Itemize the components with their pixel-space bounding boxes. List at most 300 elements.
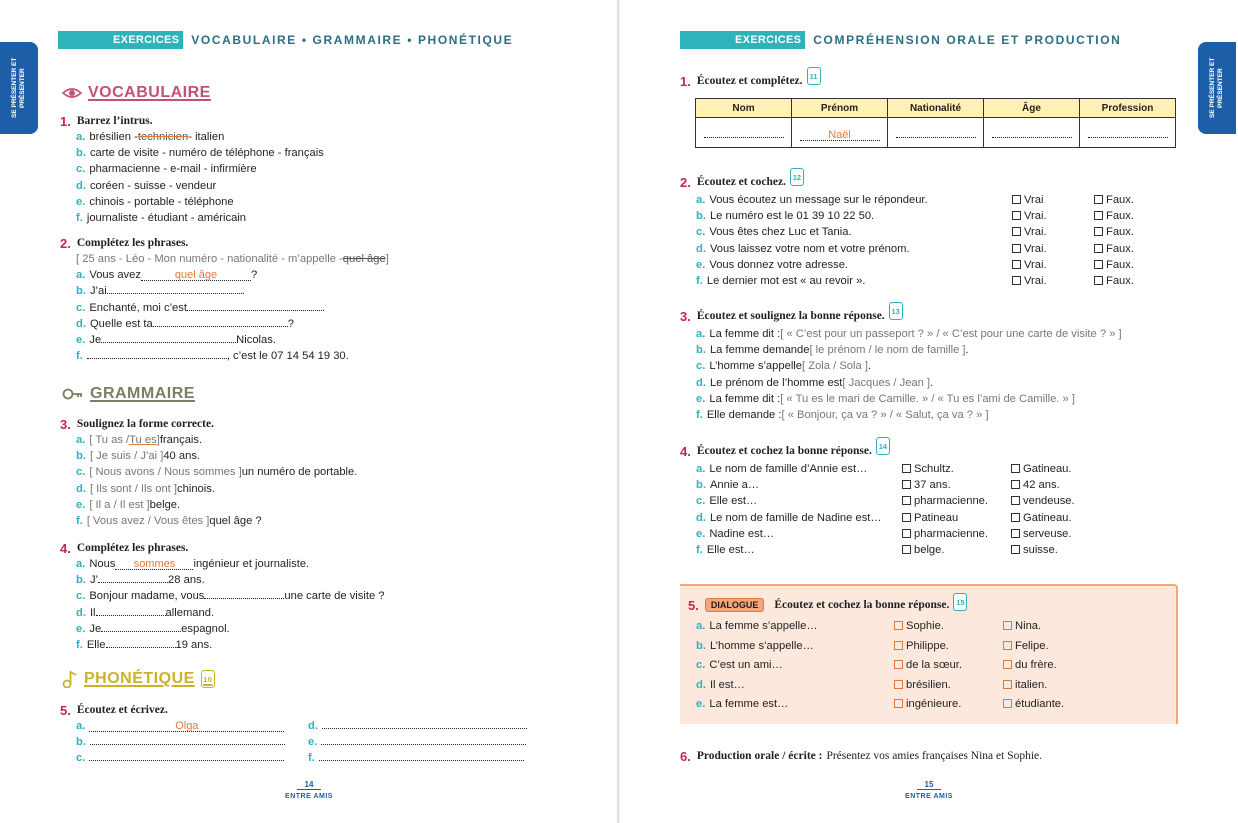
exercise-5 xyxy=(60,702,530,767)
item-letter: a. xyxy=(696,620,706,632)
list-item xyxy=(696,208,1180,224)
option-1[interactable] xyxy=(894,676,1003,695)
option-label: Faux. xyxy=(1106,274,1134,287)
list-item xyxy=(696,342,1180,358)
item-letter: d. xyxy=(696,376,706,389)
option-1[interactable] xyxy=(902,461,1011,477)
option-text: [ Ils sont / Ils ont ] xyxy=(89,482,178,495)
option-label: italien. xyxy=(1015,678,1048,691)
option-true[interactable] xyxy=(1012,257,1094,273)
checkbox[interactable] xyxy=(1003,660,1012,669)
list-item xyxy=(696,695,1168,715)
checkbox[interactable] xyxy=(894,621,903,630)
option-2[interactable] xyxy=(1011,526,1072,542)
answer-blank[interactable] xyxy=(101,621,181,632)
checkbox[interactable] xyxy=(1012,195,1021,204)
checkbox[interactable] xyxy=(1011,464,1020,473)
table-cell[interactable] xyxy=(792,118,888,148)
answer-blank[interactable] xyxy=(101,332,236,343)
option-1[interactable] xyxy=(894,695,1003,714)
item-text: . xyxy=(241,285,245,298)
table-header: Nom xyxy=(696,99,792,118)
audio-track-icon[interactable]: 15 xyxy=(953,593,967,611)
checkbox[interactable] xyxy=(1003,699,1012,708)
item-text: . xyxy=(867,360,872,373)
list-item xyxy=(76,718,308,734)
list-item xyxy=(696,273,1180,289)
checkbox[interactable] xyxy=(1012,211,1021,220)
item-letter: b. xyxy=(76,574,86,587)
list-item xyxy=(76,621,385,637)
item-letter: f. xyxy=(696,408,703,421)
list-item xyxy=(76,161,324,177)
checkbox[interactable] xyxy=(1003,621,1012,630)
item-statement xyxy=(696,273,1012,289)
item-text: Je xyxy=(89,333,102,346)
option-label: Philippe. xyxy=(906,639,949,652)
answer-blank[interactable] xyxy=(321,734,526,745)
list-item xyxy=(76,556,385,572)
checkbox[interactable] xyxy=(1003,641,1012,650)
answer-blank[interactable] xyxy=(322,718,527,729)
item-statement xyxy=(696,477,902,493)
option-1[interactable] xyxy=(894,637,1003,656)
item-letter: e. xyxy=(308,736,318,749)
item-text: carte de visite - numéro de téléphone - français xyxy=(89,147,324,160)
item-text: Elle est… xyxy=(706,543,755,556)
list-item xyxy=(76,267,389,283)
option-text: [ le prénom / le nom de famille ] xyxy=(809,344,966,357)
item-text: Nous xyxy=(89,558,116,570)
answer-blank[interactable] xyxy=(704,127,784,138)
item-text: La femme demande xyxy=(709,344,810,357)
item-letter: a. xyxy=(76,434,86,446)
checkbox[interactable] xyxy=(1094,227,1103,236)
item-letter: f. xyxy=(308,752,315,765)
item-statement xyxy=(696,637,894,656)
checkbox[interactable] xyxy=(1011,545,1020,554)
checkbox[interactable] xyxy=(1011,513,1020,522)
answer-blank[interactable] xyxy=(800,130,880,141)
item-text: chinois. xyxy=(177,482,215,495)
item-letter: c. xyxy=(76,590,86,603)
audio-track-icon[interactable]: 12 xyxy=(790,168,804,186)
answer-blank[interactable] xyxy=(187,300,322,311)
item-text: un numéro de portable. xyxy=(241,466,358,479)
page-header xyxy=(680,31,1121,49)
answer-blank[interactable] xyxy=(896,127,976,138)
list-item xyxy=(696,375,1180,391)
word-bank-end: ] xyxy=(385,253,389,265)
item-letter: b. xyxy=(76,147,86,160)
item-statement xyxy=(696,656,894,675)
list-item xyxy=(696,358,1180,374)
word-bank-struck: quel âge xyxy=(342,253,386,265)
list-item xyxy=(76,481,357,497)
item-statement xyxy=(696,695,894,714)
option-label: 37 ans. xyxy=(914,479,951,492)
option-text: [ « Bonjour, ça va ? » / « Salut, ça va ? » ] xyxy=(781,408,989,421)
option-label: 42 ans. xyxy=(1023,479,1060,492)
option-false[interactable] xyxy=(1094,273,1134,289)
item-text: Enchanté, moi c’est xyxy=(89,301,187,314)
checkbox[interactable] xyxy=(894,680,903,689)
checkbox[interactable] xyxy=(894,660,903,669)
exercise-4 xyxy=(60,540,385,653)
checkbox[interactable] xyxy=(902,529,911,538)
item-text: La femme dit : xyxy=(709,392,781,405)
checkbox[interactable] xyxy=(1012,227,1021,236)
exercise-number: 3. xyxy=(680,308,691,324)
option-label: serveuse. xyxy=(1023,527,1072,540)
item-letter: a. xyxy=(76,269,86,282)
answer-blank[interactable] xyxy=(87,348,227,359)
section-title: VOCABULAIRE xyxy=(88,84,211,101)
answer-blank[interactable] xyxy=(106,637,176,648)
item-letter: f. xyxy=(76,350,83,363)
item-text: Le nom de famille de Nadine est… xyxy=(709,511,882,524)
option-2[interactable] xyxy=(1011,461,1072,477)
item-statement xyxy=(696,676,894,695)
answer-blank[interactable] xyxy=(89,750,284,761)
answer-blank[interactable] xyxy=(96,605,166,616)
item-letter: e. xyxy=(696,698,706,710)
item-letter: e. xyxy=(76,498,86,511)
option-label: de la sœur. xyxy=(906,659,962,671)
item-letter: e. xyxy=(696,258,706,271)
item-text: espagnol. xyxy=(181,622,230,635)
item-letter: f. xyxy=(696,274,703,287)
item-text: Vous écoutez un message sur le répondeur. xyxy=(709,194,928,206)
item-text: Elle xyxy=(86,638,106,651)
header-badge: EXERCICES xyxy=(680,31,805,49)
section-grammaire xyxy=(62,385,195,403)
exercise-6 xyxy=(680,748,1200,764)
answer-blank[interactable] xyxy=(1088,127,1168,138)
checkbox[interactable] xyxy=(902,545,911,554)
item-text: Vous êtes chez Luc et Tania. xyxy=(709,226,852,239)
table-cell[interactable] xyxy=(1080,118,1176,148)
answer-blank[interactable] xyxy=(115,559,193,570)
table-header: Âge xyxy=(984,99,1080,118)
option-true[interactable] xyxy=(1012,273,1094,289)
option-2[interactable] xyxy=(1003,656,1057,675)
option-label: Gatineau. xyxy=(1023,463,1072,475)
option-label: vendeuse. xyxy=(1023,495,1075,508)
list-item xyxy=(76,588,385,604)
exercise-number: 5. xyxy=(688,597,699,613)
list-item xyxy=(696,542,1180,558)
option-1[interactable] xyxy=(902,526,1011,542)
exercise-2 xyxy=(680,172,1180,289)
item-text: Vous donnez votre adresse. xyxy=(709,258,849,271)
chapter-tab[interactable]: SE PRÉSENTER ET PRÉSENTER xyxy=(0,42,38,134)
item-statement xyxy=(696,542,902,558)
list-item xyxy=(696,676,1168,696)
list-item xyxy=(76,750,308,766)
item-text: Le dernier mot est « au revoir ». xyxy=(706,274,866,287)
option-label: Vrai. xyxy=(1024,226,1047,239)
table-cell[interactable] xyxy=(984,118,1080,148)
item-letter: d. xyxy=(308,720,318,732)
answer-blank[interactable] xyxy=(98,572,168,583)
item-text: J’ai xyxy=(89,285,107,298)
option-label: Faux. xyxy=(1106,210,1134,223)
checkbox[interactable] xyxy=(1003,680,1012,689)
item-letter: e. xyxy=(76,333,86,346)
item-letter: d. xyxy=(76,179,86,192)
item-statement xyxy=(696,224,1012,240)
item-text: pharmacienne - e-mail - infirmière xyxy=(89,163,257,176)
key-icon xyxy=(62,386,84,402)
list-item xyxy=(696,510,1180,526)
list-item xyxy=(696,257,1180,273)
item-letter: b. xyxy=(696,344,706,357)
item-letter: b. xyxy=(76,285,86,298)
checkbox[interactable] xyxy=(1012,276,1021,285)
option-true[interactable] xyxy=(1012,224,1094,240)
answer-text: sommes xyxy=(133,558,176,570)
answer-blank[interactable] xyxy=(90,734,285,745)
item-letter: c. xyxy=(696,495,706,508)
option-1[interactable] xyxy=(902,477,1011,493)
answer-text: Naël xyxy=(828,129,851,141)
item-letter: d. xyxy=(696,511,706,524)
option-2[interactable] xyxy=(1003,676,1047,695)
exercise-title: Écoutez et cochez. xyxy=(696,176,786,188)
checkbox[interactable] xyxy=(894,699,903,708)
exercise-number: 4. xyxy=(60,540,71,556)
page-footer xyxy=(0,778,618,800)
exercise-number: 1. xyxy=(60,113,71,129)
item-text: . xyxy=(930,376,934,389)
option-text: [ Tu as / xyxy=(89,434,130,446)
item-letter: a. xyxy=(696,463,706,475)
checkbox[interactable] xyxy=(894,641,903,650)
item-text: Je xyxy=(89,622,102,635)
option-text: [ Je suis / J’ai ] xyxy=(89,450,164,463)
exercise-3 xyxy=(60,416,357,529)
option-label: Vrai xyxy=(1024,194,1044,206)
item-letter: d. xyxy=(76,482,86,495)
list-item xyxy=(76,513,357,529)
checkbox[interactable] xyxy=(1094,260,1103,269)
exercise-number: 1. xyxy=(680,73,691,89)
answer-blank[interactable] xyxy=(89,721,284,732)
option-label: suisse. xyxy=(1023,543,1058,556)
list-item xyxy=(76,129,324,145)
book-title: ENTRE AMIS xyxy=(285,793,333,800)
option-2[interactable] xyxy=(1011,493,1075,509)
item-statement xyxy=(696,241,1012,257)
exercise-3 xyxy=(680,306,1180,423)
option-1[interactable] xyxy=(902,493,1011,509)
struck-word: technicien xyxy=(137,131,189,143)
checkbox[interactable] xyxy=(1011,529,1020,538)
checkbox[interactable] xyxy=(1094,244,1103,253)
list-item xyxy=(696,493,1180,509)
item-letter: a. xyxy=(76,558,86,570)
item-letter: c. xyxy=(76,466,86,479)
option-false[interactable] xyxy=(1094,208,1134,224)
list-item xyxy=(76,145,324,161)
answer-blank[interactable] xyxy=(141,270,251,281)
exercise-number: 2. xyxy=(680,174,691,190)
table-header: Profession xyxy=(1080,99,1176,118)
option-2[interactable] xyxy=(1003,695,1064,714)
item-text: Il xyxy=(89,606,96,619)
page-header xyxy=(58,31,513,49)
item-text: Elle est… xyxy=(709,495,758,508)
item-statement xyxy=(696,617,894,636)
option-2[interactable] xyxy=(1011,542,1058,558)
word-bank xyxy=(76,251,389,267)
option-false[interactable] xyxy=(1094,224,1134,240)
exercise-4 xyxy=(680,441,1180,558)
option-text: ] xyxy=(156,434,160,446)
exercise-instructions: Présentez vos amies françaises Nina et Sophie. xyxy=(826,750,1043,762)
option-2[interactable] xyxy=(1011,510,1072,526)
exercise-title: Écoutez et complétez. xyxy=(696,75,803,87)
page-number: 15 xyxy=(917,780,942,790)
table-header: Prénom xyxy=(792,99,888,118)
option-label: Faux. xyxy=(1106,226,1134,239)
list-item xyxy=(696,617,1168,637)
music-note-icon xyxy=(62,670,78,688)
item-letter: b. xyxy=(696,639,706,652)
item-statement xyxy=(696,510,902,526)
item-text: 28 ans. xyxy=(168,574,205,587)
audio-track-icon[interactable]: 13 xyxy=(889,302,903,320)
list-item xyxy=(76,734,308,750)
audio-track-icon[interactable]: 14 xyxy=(876,437,890,455)
right-page xyxy=(620,0,1238,823)
exercise-title: Écoutez et écrivez. xyxy=(76,704,168,716)
option-false[interactable] xyxy=(1094,241,1134,257)
item-text: Elle demande : xyxy=(706,408,782,421)
item-letter: a. xyxy=(696,328,706,340)
item-letter: c. xyxy=(76,163,86,176)
item-letter: e. xyxy=(696,392,706,405)
item-text: L’homme s’appelle… xyxy=(709,639,814,652)
option-label: Felipe. xyxy=(1015,639,1049,652)
option-false[interactable] xyxy=(1094,192,1134,208)
list-item xyxy=(696,637,1168,657)
page-number: 14 xyxy=(297,780,322,790)
item-letter: b. xyxy=(696,210,706,223)
checkbox[interactable] xyxy=(1094,195,1103,204)
checkbox[interactable] xyxy=(902,464,911,473)
item-letter: c. xyxy=(696,226,706,239)
table-cell[interactable] xyxy=(696,118,792,148)
answer-blank[interactable] xyxy=(153,316,288,327)
checkbox[interactable] xyxy=(902,496,911,505)
underlined-answer[interactable]: Tu es xyxy=(129,434,157,446)
item-letter: e. xyxy=(696,527,706,540)
exercise-number: 6. xyxy=(680,748,691,764)
list-item xyxy=(696,461,1180,477)
list-item xyxy=(76,572,385,588)
checkbox[interactable] xyxy=(1012,260,1021,269)
option-true[interactable] xyxy=(1012,241,1094,257)
option-1[interactable] xyxy=(902,542,1011,558)
option-label: Faux. xyxy=(1106,258,1134,271)
list-item xyxy=(76,348,389,364)
answer-blank[interactable] xyxy=(107,283,242,294)
option-false[interactable] xyxy=(1094,257,1134,273)
option-1[interactable] xyxy=(902,510,1011,526)
answer-blank[interactable] xyxy=(319,750,524,761)
item-text: Nicolas. xyxy=(236,333,276,346)
option-2[interactable] xyxy=(1003,617,1041,636)
eye-icon xyxy=(62,85,82,101)
item-statement xyxy=(696,526,902,542)
list-item xyxy=(696,192,1180,208)
option-1[interactable] xyxy=(894,656,1003,675)
item-text: Bonjour madame, vous xyxy=(89,590,205,603)
checkbox[interactable] xyxy=(1012,244,1021,253)
item-letter: f. xyxy=(76,514,83,527)
item-letter: a. xyxy=(76,131,86,143)
option-label: Vrai. xyxy=(1024,258,1047,271)
item-text: Annie a… xyxy=(709,479,760,492)
exercise-number: 3. xyxy=(60,416,71,432)
exercise-title: Complétez les phrases. xyxy=(76,237,189,249)
option-label: belge. xyxy=(914,543,945,556)
item-text: Il est… xyxy=(709,678,745,691)
header-title: VOCABULAIRE • GRAMMAIRE • PHONÉTIQUE xyxy=(191,33,514,47)
item-text: allemand. xyxy=(165,606,215,619)
checkbox[interactable] xyxy=(902,513,911,522)
list-item xyxy=(696,407,1180,423)
option-true[interactable] xyxy=(1012,208,1094,224)
option-label: Faux. xyxy=(1106,242,1134,255)
item-text: J’ xyxy=(89,574,99,587)
chapter-tab[interactable]: SE PRÉSENTER ET PRÉSENTER xyxy=(1198,42,1236,134)
table-cell[interactable] xyxy=(888,118,984,148)
option-1[interactable] xyxy=(894,617,1003,636)
section-vocabulaire xyxy=(62,84,211,102)
checkbox[interactable] xyxy=(1011,480,1020,489)
checkbox[interactable] xyxy=(1094,211,1103,220)
item-statement xyxy=(696,257,1012,273)
list-item xyxy=(76,332,389,348)
list-item xyxy=(76,210,324,226)
option-2[interactable] xyxy=(1003,637,1049,656)
item-letter: c. xyxy=(696,360,706,373)
item-text: Le prénom de l’homme est xyxy=(709,376,843,389)
checkbox[interactable] xyxy=(902,480,911,489)
exercise-title: Écoutez et cochez la bonne réponse. xyxy=(696,445,872,457)
option-true[interactable] xyxy=(1012,192,1094,208)
item-text: brésilien - xyxy=(89,131,138,143)
dialogue-badge: DIALOGUE xyxy=(705,598,765,612)
section-title: PHONÉTIQUE xyxy=(84,670,195,687)
answer-blank[interactable] xyxy=(204,588,284,599)
word-bank-text: [ 25 ans - Léo - Mon numéro - nationalité - m’appelle - xyxy=(76,253,343,265)
audio-track-icon[interactable]: 11 xyxy=(807,67,821,85)
list-item xyxy=(308,734,527,750)
option-2[interactable] xyxy=(1011,477,1060,493)
item-letter: d. xyxy=(696,242,706,255)
list-item xyxy=(696,656,1168,676)
answer-blank[interactable] xyxy=(992,127,1072,138)
audio-track-icon[interactable]: 10 xyxy=(201,670,215,688)
checkbox[interactable] xyxy=(1094,276,1103,285)
checkbox[interactable] xyxy=(1011,496,1020,505)
item-text: L’homme s’appelle xyxy=(709,360,803,373)
list-item xyxy=(76,432,357,448)
